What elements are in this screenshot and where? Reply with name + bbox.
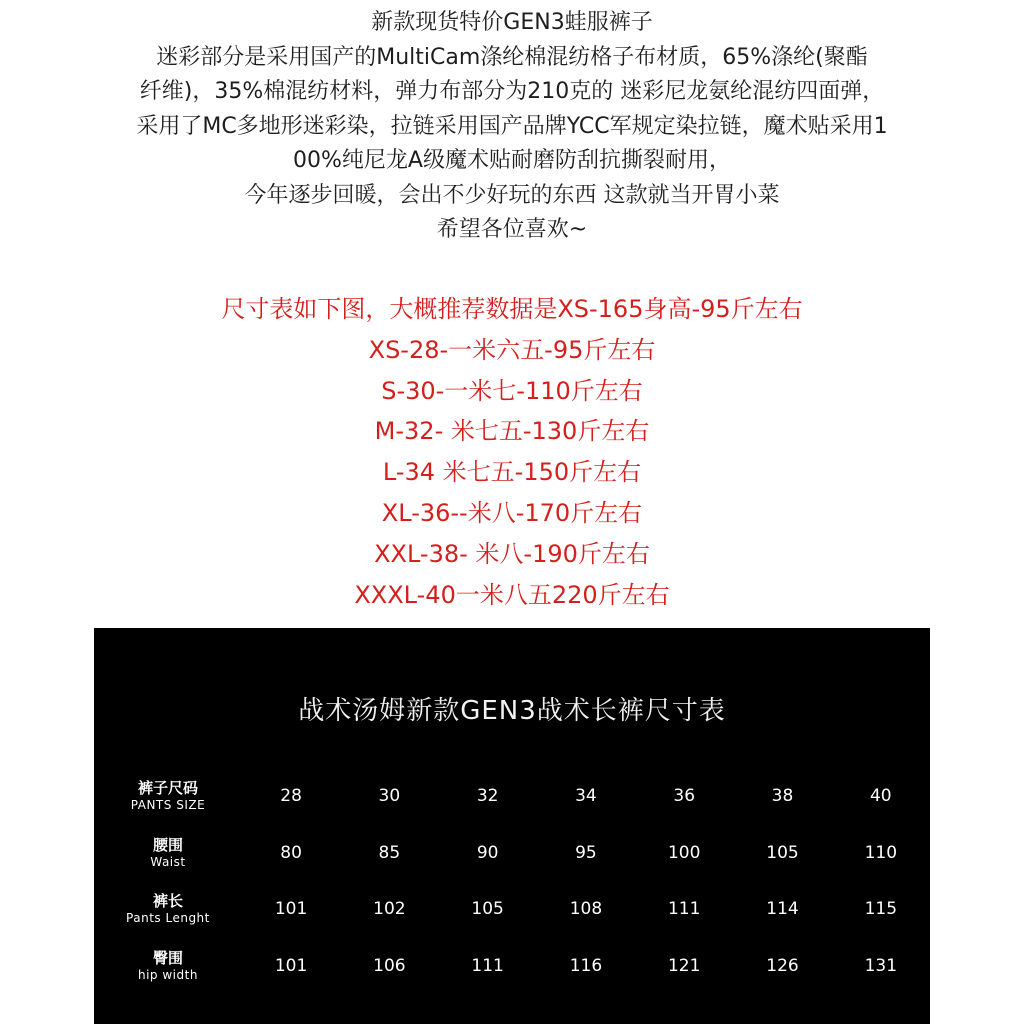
- intro-line: 新款现货特价GEN3蛙服裤子: [371, 10, 653, 35]
- table-row: [94, 768, 930, 825]
- table-row: [94, 938, 930, 995]
- size-recommendation-line: S-30-一米七-110斤左右: [381, 376, 643, 405]
- size-recommendation-line: 尺寸表如下图，大概推荐数据是XS-165身高-95斤左右: [221, 295, 803, 323]
- table-cell: 111: [471, 955, 504, 976]
- table-cell: 95: [575, 842, 597, 863]
- table-cell: 102: [373, 899, 406, 920]
- table-cell: 100: [667, 842, 701, 863]
- table-cell: 85: [378, 842, 401, 863]
- intro-line: 今年逐步回暖，会出不少好玩的东西 这款就当开胃小菜: [244, 182, 780, 208]
- size-recommendation-line: XL-36--米八-170斤左右: [381, 498, 643, 527]
- table-cell: 115: [864, 899, 898, 920]
- row-header-zh: 裤长: [152, 892, 183, 911]
- intro-line: 迷彩部分是采用国产的MultiCam涤纶棉混纺格子布材质，65%涤纶(聚酯: [156, 44, 868, 70]
- row-header: [94, 768, 242, 825]
- table-cell: 34: [575, 786, 597, 807]
- intro-text-block: [0, 6, 1024, 248]
- size-recommendation-line: M-32- 米七五-130斤左右: [374, 417, 650, 446]
- table-cell: 28: [280, 786, 302, 807]
- intro-line: 希望各位喜欢~: [436, 217, 588, 242]
- intro-line: 00%纯尼龙A级魔术贴耐磨防刮抗撕裂耐用，: [293, 148, 731, 173]
- size-chart-table: [94, 768, 930, 994]
- table-cell: 32: [476, 786, 499, 807]
- table-cell: 111: [667, 899, 701, 920]
- table-cell: 38: [771, 786, 794, 807]
- table-cell: 114: [766, 899, 799, 920]
- table-cell: 110: [864, 842, 898, 863]
- table-cell: 101: [274, 899, 308, 920]
- table-cell: 101: [274, 955, 308, 976]
- row-header: [94, 881, 242, 938]
- table-cell: 80: [280, 842, 302, 863]
- size-recommendation-line: L-34 米七五-150斤左右: [382, 458, 642, 487]
- size-chart-title: 战术汤姆新款GEN3战术长裤尺寸表: [298, 696, 726, 726]
- intro-line: 采用了MC多地形迷彩染，拉链采用国产品牌YCC军规定染拉链，魔术贴采用1: [136, 113, 888, 139]
- size-recommendation-line: XXXL-40一米八五220斤左右: [354, 580, 670, 609]
- table-cell: 126: [766, 955, 799, 976]
- table-row: [94, 881, 930, 938]
- table-cell: 105: [766, 842, 799, 863]
- table-cell: 40: [869, 786, 892, 807]
- row-header-zh: 腰围: [152, 835, 183, 854]
- row-header: [94, 938, 242, 995]
- table-cell: 90: [476, 842, 499, 863]
- table-cell: 108: [569, 899, 603, 920]
- table-cell: 36: [673, 786, 696, 807]
- size-chart-panel: [94, 628, 930, 1024]
- row-header-en: Waist: [150, 854, 186, 869]
- size-recommendation-block: [0, 289, 1024, 615]
- row-header-zh: 臀围: [152, 948, 183, 967]
- size-recommendation-line: XS-28-一米六五-95斤左右: [368, 335, 656, 364]
- table-row: [94, 825, 930, 882]
- size-recommendation-line: XXL-38- 米八-190斤左右: [374, 539, 650, 568]
- row-header-en: hip width: [137, 967, 198, 982]
- row-header-en: Pants Lenght: [126, 911, 210, 926]
- table-cell: 105: [471, 899, 504, 920]
- row-header-zh: 裤子尺码: [137, 779, 198, 798]
- table-cell: 30: [378, 786, 401, 807]
- row-header-en: PANTS SIZE: [130, 798, 206, 813]
- row-header: [94, 825, 242, 882]
- table-cell: 116: [569, 955, 603, 976]
- table-cell: 131: [864, 955, 898, 976]
- table-cell: 121: [667, 955, 701, 976]
- intro-line: 纤维)，35%棉混纺材料，弹力布部分为210克的 迷彩尼龙氨纶混纺四面弹，: [139, 79, 885, 104]
- table-cell: 106: [373, 955, 406, 976]
